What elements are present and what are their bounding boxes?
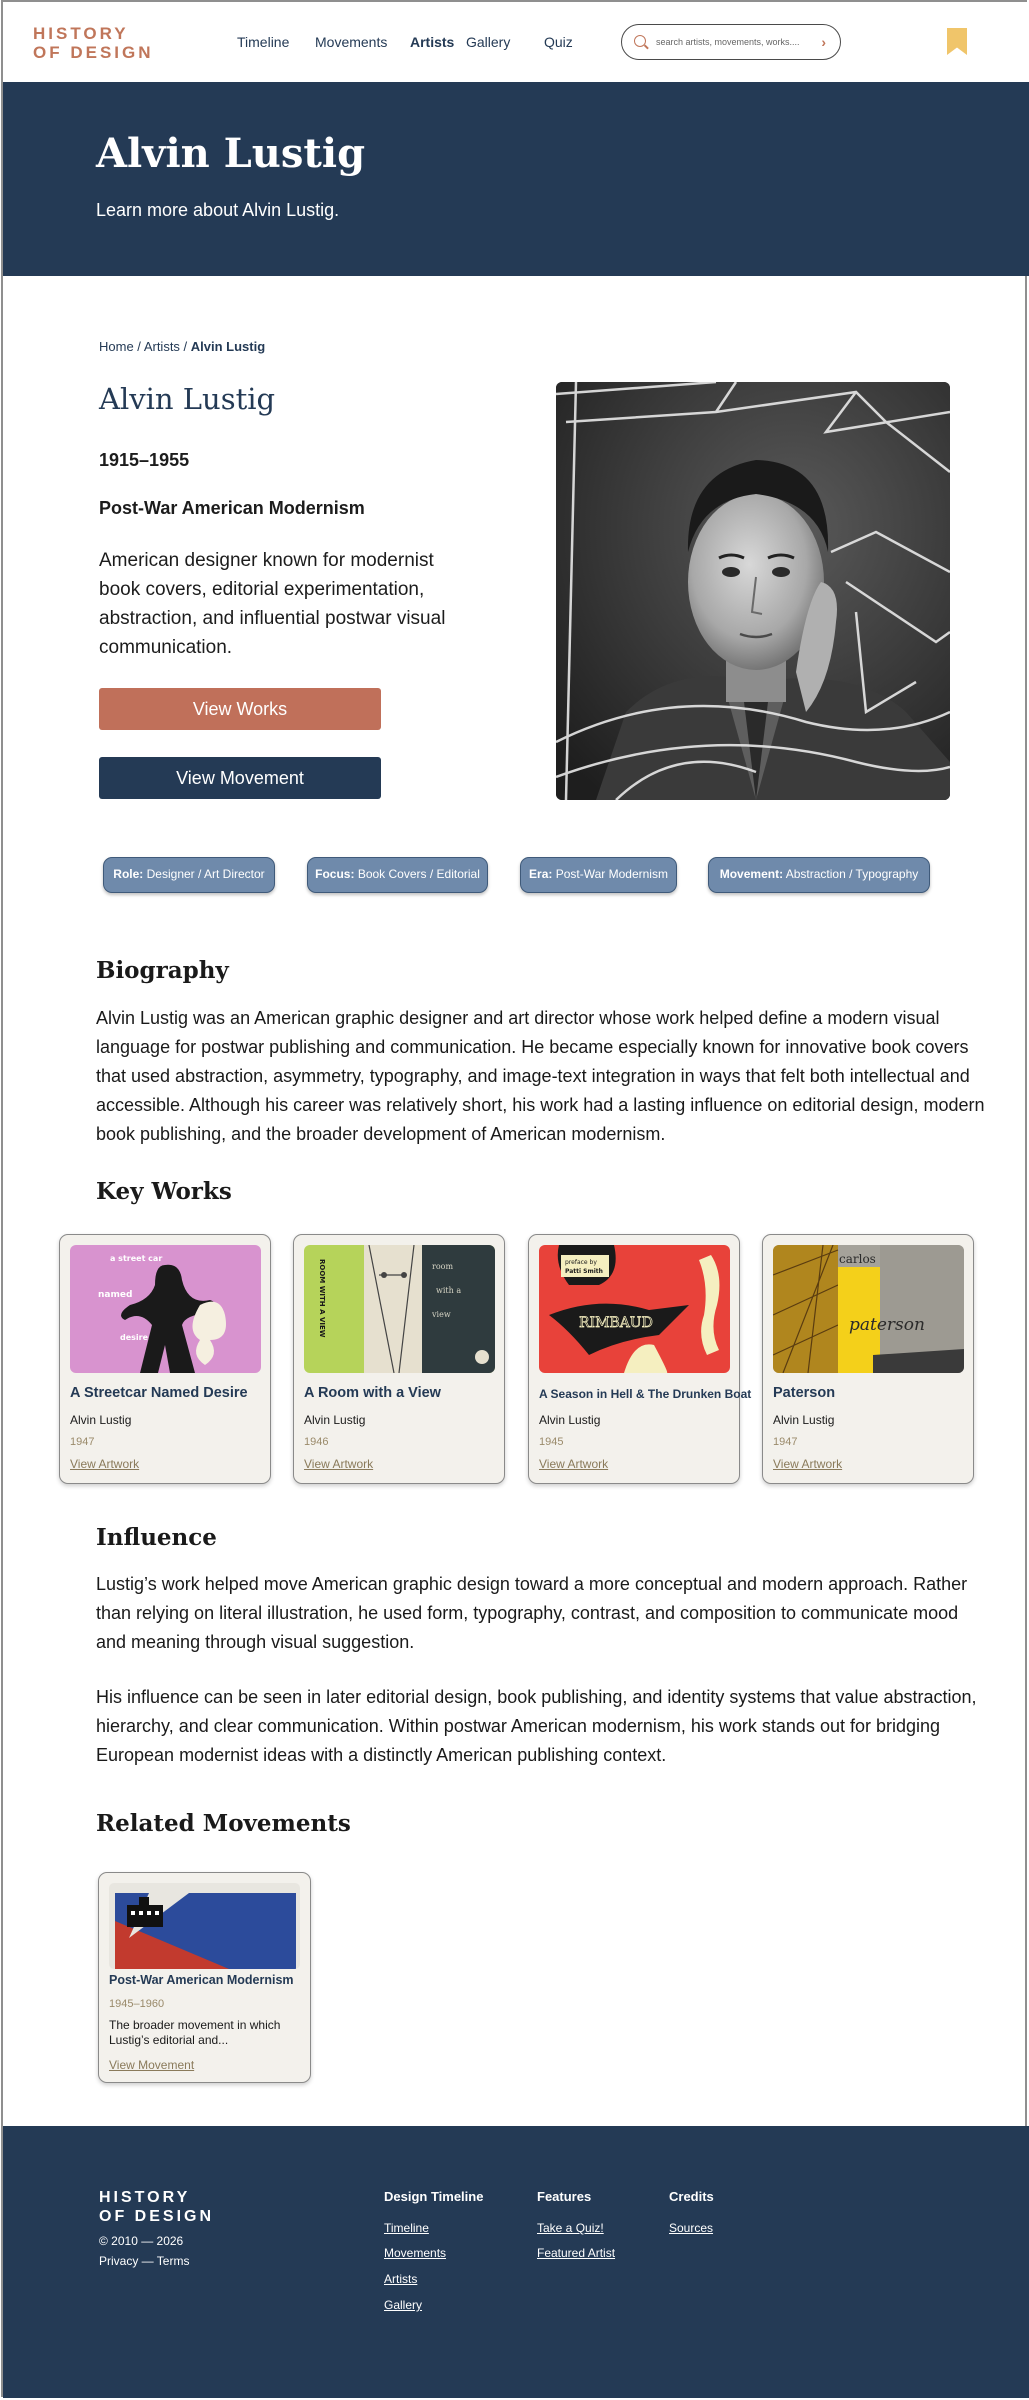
hero-subtitle: Learn more about Alvin Lustig.	[96, 200, 340, 220]
nav-link-movements[interactable]: Movements	[315, 34, 388, 50]
top-nav	[3, 2, 1029, 82]
biography-heading: Biography	[96, 957, 229, 984]
cover-text: room	[432, 1262, 454, 1271]
artwork-year: 1947	[773, 1436, 798, 1448]
artist-movement: Post-War American Modernism	[99, 498, 365, 518]
view-works-button[interactable]: View Works	[99, 688, 381, 730]
breadcrumb	[99, 339, 265, 354]
artwork-title: A Streetcar Named Desire	[70, 1385, 248, 1401]
artwork-card[interactable]	[59, 1234, 271, 1484]
artwork-card[interactable]	[293, 1234, 505, 1484]
cover-text: carlos	[839, 1252, 876, 1266]
site-logo[interactable]	[33, 24, 154, 62]
tag-era[interactable]	[520, 857, 677, 893]
cover-text: ROOM WITH A VIEW	[318, 1259, 326, 1338]
cover-text: view	[432, 1310, 451, 1319]
view-artwork-link[interactable]: View Artwork	[304, 1457, 374, 1471]
cover-text: desire	[120, 1333, 149, 1342]
tag-role[interactable]	[103, 857, 275, 893]
artwork-year: 1945	[539, 1436, 564, 1448]
artwork-year: 1946	[304, 1436, 329, 1448]
footer-link-sources[interactable]: Sources	[669, 2221, 714, 2235]
tag-key: Movement:	[719, 867, 784, 881]
artwork-cover-image	[304, 1245, 495, 1373]
related-movements-heading: Related Movements	[96, 1810, 351, 1837]
tag-value: Designer / Art Director	[146, 867, 265, 881]
nav-link-artists[interactable]: Artists	[410, 34, 455, 50]
artwork-artist: Alvin Lustig	[539, 1413, 601, 1427]
hero-title: Alvin Lustig	[96, 130, 366, 177]
footer-link-artists[interactable]: Artists	[384, 2272, 418, 2286]
influence-paragraph-1: Lustig’s work helped move American graphic design toward a more conceptual and modern approach. Rather than relying on literal illustration, he used form, typography, contrast, and composition to communicate mood and meaning through visual suggestion.	[96, 1574, 968, 1652]
tag-value: Post-War Modernism	[555, 867, 668, 881]
logo-line-1: HISTORY	[33, 24, 129, 43]
cover-text: with a	[436, 1286, 462, 1295]
footer-legal[interactable]: Privacy — Terms	[99, 2254, 190, 2268]
artwork-card[interactable]	[762, 1234, 974, 1484]
footer-logo-line-1: HISTORY	[99, 2189, 191, 2206]
footer-logo-line-2: OF DESIGN	[99, 2208, 215, 2225]
footer-copyright: © 2010 — 2026	[99, 2234, 184, 2248]
tag-focus[interactable]	[307, 857, 488, 893]
logo-line-2: OF DESIGN	[33, 43, 154, 62]
tag-value: Abstraction / Typography	[785, 867, 919, 881]
tag-key: Role:	[113, 867, 144, 881]
cover-text: RIMBAUD	[579, 1315, 653, 1331]
artist-description: American designer known for modernist book covers, editorial experimentation, abstraction, and influential postwar visual communication.	[99, 550, 446, 658]
page-frame	[1, 0, 1027, 2397]
movement-title: Post-War American Modernism	[109, 1973, 294, 1987]
movement-card[interactable]	[98, 1872, 311, 2083]
artwork-cover-image	[773, 1245, 964, 1373]
artwork-cover-image	[539, 1245, 730, 1373]
footer-heading-credits: Credits	[669, 2189, 714, 2204]
breadcrumb-home[interactable]: Home	[99, 339, 134, 354]
cover-text: paterson	[849, 1315, 925, 1335]
cover-text: a street car	[110, 1254, 163, 1263]
footer-link-gallery[interactable]: Gallery	[384, 2298, 423, 2312]
movement-description: The broader movement in which Lustig’s editorial and...	[109, 2018, 281, 2047]
footer-heading-design-timeline: Design Timeline	[384, 2189, 484, 2204]
cover-text: named	[98, 1290, 133, 1300]
breadcrumb-separator: /	[179, 339, 191, 354]
hero-banner	[3, 82, 1029, 276]
breadcrumb-artists[interactable]: Artists	[143, 339, 180, 354]
nav-link-quiz[interactable]: Quiz	[544, 34, 573, 50]
bookmark-icon[interactable]	[947, 28, 967, 55]
artwork-year: 1947	[70, 1436, 95, 1448]
chevron-right-icon[interactable]: ›	[821, 34, 826, 50]
view-movement-button[interactable]: View Movement	[99, 757, 381, 799]
footer-logo[interactable]	[99, 2188, 214, 2226]
artist-dates: 1915–1955	[99, 450, 190, 470]
artwork-title: A Room with a View	[304, 1385, 441, 1401]
breadcrumb-separator: /	[133, 339, 144, 354]
influence-paragraph-2: His influence can be seen in later editorial design, book publishing, and identity systems that value abstraction, hierarchy, and clear communication. Within postwar American modernism, his work stands out for bridging European modernist ideas with a distinctly American publishing context.	[96, 1687, 977, 1765]
tag-key: Focus:	[315, 867, 355, 881]
artwork-artist: Alvin Lustig	[70, 1413, 132, 1427]
artwork-cover-image	[70, 1245, 261, 1373]
cover-text: preface by	[565, 1259, 597, 1266]
footer-link-movements[interactable]: Movements	[384, 2246, 447, 2260]
movement-image	[109, 1883, 300, 1969]
key-works-heading: Key Works	[96, 1178, 232, 1205]
biography-text: Alvin Lustig was an American graphic designer and art director whose work helped define a modern visual language for postwar publishing and communication. He became especially known for innovative book covers that used abstraction, asymmetry, typography, and image-text integration in ways that felt both intellectual and accessible. Although his career was relatively short, his work had a lasting influence on editorial design, modern book publishing, and the broader development of American modernism.	[96, 1008, 985, 1144]
footer-link-timeline[interactable]: Timeline	[384, 2221, 429, 2235]
view-artwork-link[interactable]: View Artwork	[539, 1457, 609, 1471]
search-icon[interactable]	[634, 35, 646, 47]
search-input[interactable]	[656, 33, 806, 51]
nav-link-gallery[interactable]: Gallery	[466, 34, 511, 50]
footer-link-featured-artist[interactable]: Featured Artist	[537, 2246, 616, 2260]
site-footer	[3, 2126, 1029, 2398]
search-bar	[621, 24, 841, 60]
movement-years: 1945–1960	[109, 1998, 165, 2010]
view-artwork-link[interactable]: View Artwork	[70, 1457, 140, 1471]
tag-value: Book Covers / Editorial	[357, 867, 480, 881]
breadcrumb-current: Alvin Lustig	[190, 339, 266, 354]
nav-link-timeline[interactable]: Timeline	[237, 34, 290, 50]
cover-text: Patti Smith	[565, 1268, 603, 1275]
artwork-artist: Alvin Lustig	[773, 1413, 835, 1427]
influence-heading: Influence	[96, 1524, 217, 1551]
view-movement-link[interactable]: View Movement	[109, 2058, 195, 2072]
footer-link-take-quiz[interactable]: Take a Quiz!	[537, 2221, 604, 2235]
tag-key: Era:	[529, 867, 553, 881]
artwork-artist: Alvin Lustig	[304, 1413, 366, 1427]
artwork-title: Paterson	[773, 1385, 836, 1401]
artwork-card[interactable]	[528, 1234, 752, 1484]
artist-name: Alvin Lustig	[99, 382, 276, 416]
view-artwork-link[interactable]: View Artwork	[773, 1457, 843, 1471]
artwork-title: A Season in Hell & The Drunken Boat	[539, 1387, 752, 1401]
tag-movement[interactable]	[708, 857, 930, 893]
artist-portrait	[556, 382, 950, 800]
footer-heading-features: Features	[537, 2189, 592, 2204]
